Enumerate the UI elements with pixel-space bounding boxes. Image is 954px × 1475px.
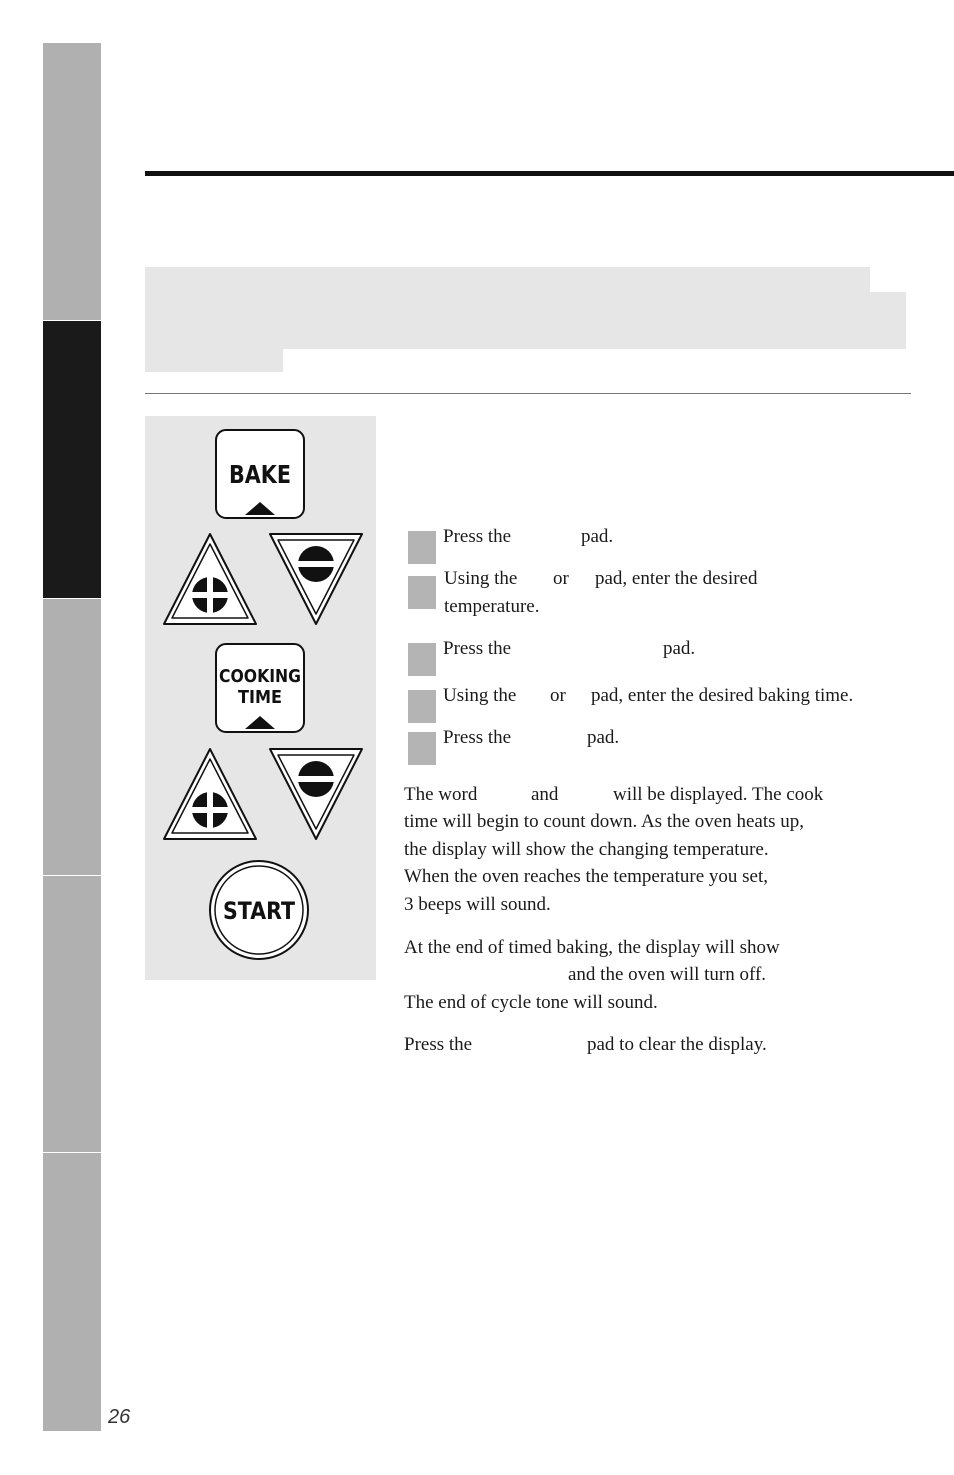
para-3-text-a: Press the [404,1034,473,1055]
heading-band-2 [145,292,906,349]
step-1-text-b: pad. [581,526,614,547]
step-4-text-b: or [550,685,566,706]
side-tab-4 [43,876,101,1152]
para-3-text-b: pad to clear the display. [587,1034,767,1055]
start-pad-label: START [223,897,296,925]
para-1-line-4: When the oven reaches the temperature you set, [404,866,769,887]
para-2-line-3: The end of cycle tone will sound. [404,992,658,1013]
para-1-line-1b: and [531,784,559,805]
up-arrow-pad[interactable] [160,529,260,629]
step-5-text-a: Press the [443,727,512,748]
down-arrow-pad[interactable] [266,744,366,844]
bake-pad[interactable] [214,428,306,520]
para-1-line-3: the display will show the changing temperature. [404,839,769,860]
minus-icon [298,546,334,582]
para-2-line-1: At the end of timed baking, the display will show [404,937,780,958]
cooking-time-pad[interactable] [214,642,309,734]
step-marker-3 [408,643,436,676]
section-rule [145,393,911,394]
step-1-text-a: Press the [443,526,512,547]
step-marker-4 [408,690,436,723]
cooking-time-label-line1: COOKING [219,666,301,687]
plus-icon [192,577,228,613]
side-tab-5 [43,1153,101,1431]
up-arrow-pad[interactable] [160,744,260,844]
bake-pad-label: BAKE [229,460,291,489]
para-1-line-1a: The word [404,784,478,805]
page-number: 26 [108,1406,131,1428]
step-marker-2 [408,576,436,609]
side-tab-3 [43,599,101,875]
step-5-text-b: pad. [587,727,620,748]
step-4-text-c: pad, enter the desired baking time. [591,685,854,706]
down-arrow-pad[interactable] [266,529,366,629]
side-tab-2-active [43,321,101,598]
header-rule [145,171,954,176]
step-3-text-a: Press the [443,638,512,659]
para-1-line-1c: will be displayed. The cook [613,784,824,805]
side-tab-1 [43,43,101,320]
step-2-text-b: or [553,568,569,589]
cooking-time-label-line2: TIME [238,687,282,708]
minus-icon [298,761,334,797]
step-marker-1 [408,531,436,564]
para-1-line-2: time will begin to count down. As the oven heats up, [404,811,805,832]
start-pad[interactable] [207,858,311,962]
step-3-text-b: pad. [663,638,696,659]
step-4-text-a: Using the [443,685,517,706]
step-marker-5 [408,732,436,765]
step-2-text-a: Using the [444,568,518,589]
step-2-text-d: temperature. [444,596,540,617]
para-2-line-2: and the oven will turn off. [568,964,767,985]
para-1-line-5: 3 beeps will sound. [404,894,551,915]
plus-icon [192,792,228,828]
heading-band-1 [145,267,870,293]
heading-band-3 [145,348,283,372]
step-2-text-c: pad, enter the desired [595,568,758,589]
